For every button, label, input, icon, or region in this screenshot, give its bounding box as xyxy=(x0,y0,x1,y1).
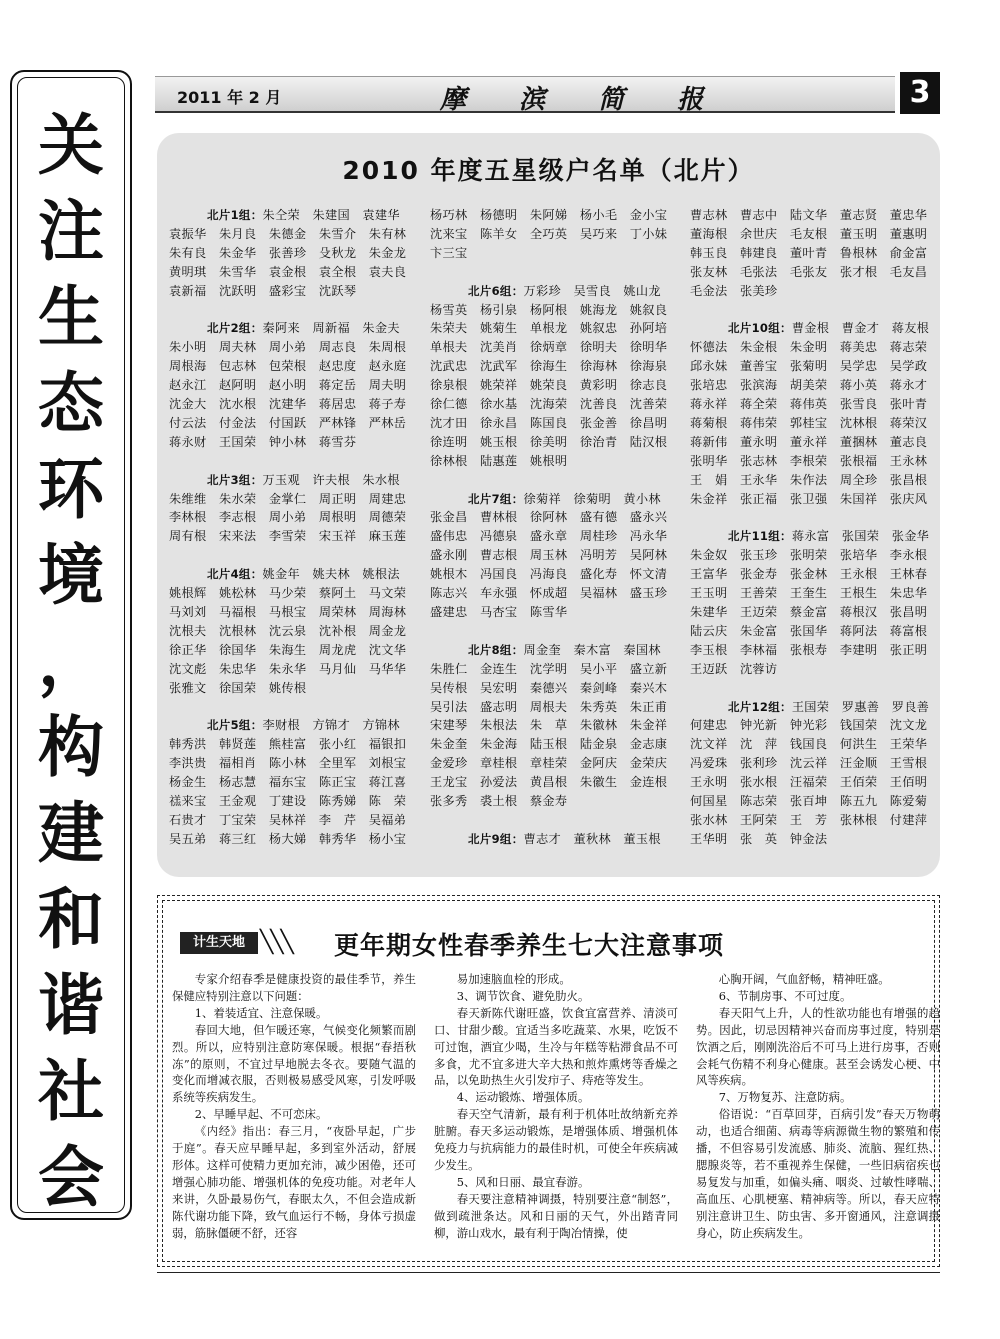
names-text: 沈才田 徐永昌 陈国良 张金善 徐昌明 xyxy=(430,415,668,430)
names-text: 沈来宝 陈羊女 全巧英 吴巧来 丁小妹 xyxy=(430,226,668,241)
names-text: 盛永刚 曹志根 周玉林 冯明芳 吴阿林 xyxy=(430,548,668,563)
names-row xyxy=(690,433,929,452)
names-text: 沈武忠 沈武军 徐海生 徐海林 徐海泉 xyxy=(430,359,668,374)
names-row xyxy=(430,716,667,735)
group-label: 北片9组： xyxy=(468,831,524,846)
names-text: 曹志才 董秋林 董玉根 xyxy=(523,831,661,846)
names-text: 王迈跃 沈蓉访 xyxy=(690,661,778,676)
names-row xyxy=(690,471,929,490)
names-row xyxy=(690,584,929,603)
slogan-char: 注 xyxy=(38,192,104,270)
names-row xyxy=(430,338,667,357)
names-text: 杨雪英 杨引泉 杨阿根 姚海龙 姚叙良 xyxy=(430,302,668,317)
names-text: 沈文祥 沈 萍 钱国良 何洪生 王荣华 xyxy=(690,737,928,752)
household-group xyxy=(430,282,667,471)
names-row xyxy=(690,263,929,282)
names-text: 王龙宝 孙爱法 黄昌根 朱徽生 金连根 xyxy=(430,775,668,790)
article-paragraph: 7、万物复苏、注意防病。 xyxy=(718,1090,852,1105)
names-row xyxy=(169,754,406,773)
names-row xyxy=(430,301,667,320)
names-text: 徐连明 姚玉根 徐美明 徐治青 陆汉根 xyxy=(430,434,668,449)
names-row xyxy=(690,830,929,849)
names-row xyxy=(169,773,406,792)
names-row xyxy=(690,452,929,471)
names-text: 曹志林 曹志中 陆文华 董志贤 董忠华 xyxy=(690,208,928,222)
names-row xyxy=(690,716,929,735)
group-label: 北片12组： xyxy=(728,699,792,714)
names-text: 冯爱珠 张利珍 沈云祥 汪金顺 王雪根 xyxy=(690,756,928,771)
names-row xyxy=(169,357,406,376)
names-text: 张培忠 张滨海 胡美荣 蒋小英 蒋永才 xyxy=(690,378,928,393)
names-text: 毛金法 张美珍 xyxy=(690,283,778,298)
names-row xyxy=(169,282,406,301)
five-star-households-panel xyxy=(157,133,940,877)
names-text: 禚来宝 王金观 丁建设 陈秀娣 陈 荣 xyxy=(169,794,407,809)
names-row xyxy=(430,546,667,565)
names-row xyxy=(169,263,406,282)
names-row xyxy=(169,603,406,622)
names-text: 周有根 宋来法 李雪荣 宋玉祥 麻玉莲 xyxy=(169,529,407,544)
names-row xyxy=(169,811,406,830)
group-label: 北片11组： xyxy=(728,529,792,544)
names-text: 王国荣 罗惠善 罗良善 xyxy=(791,699,930,714)
article-paragraph: 2、早睡早起、不可恋床。 xyxy=(194,1107,328,1122)
names-row xyxy=(169,490,406,509)
household-group xyxy=(690,206,929,301)
panel-title: 2010 年度五星级户名单（北片） xyxy=(342,156,755,185)
household-group xyxy=(169,319,406,451)
names-row xyxy=(169,206,406,225)
names-row xyxy=(430,603,667,622)
health-article xyxy=(157,895,940,1267)
names-text: 朱金祥 张正福 张卫强 朱国祥 张庆风 xyxy=(690,491,928,506)
names-text: 王富华 张金寿 张金林 王永根 王林春 xyxy=(690,567,928,582)
article-paragraph: 春天空气清新，最有利于机体吐故纳新充养脏腑。春天多运动锻炼，是增强体质、增强机体免疫力与抗病能力的最佳时机，可使全年疾病减少发生。 xyxy=(434,1107,678,1172)
names-row xyxy=(690,206,929,225)
names-text: 金爱珍 章桂根 章桂荣 金阿庆 金荣庆 xyxy=(430,756,668,771)
names-row xyxy=(430,754,667,773)
names-row xyxy=(430,282,667,301)
names-row xyxy=(430,319,667,338)
names-text: 邱永妹 董善宝 张菊明 吴学忠 吴学政 xyxy=(690,359,928,374)
slogan-char: 谐 xyxy=(38,966,104,1044)
names-text: 朱有良 朱金华 张善珍 殳秋龙 朱金龙 xyxy=(169,245,407,260)
names-row xyxy=(169,565,406,584)
names-text: 朱仝荣 朱建国 袁建华 xyxy=(262,208,400,222)
names-text: 黄明琪 朱雪华 袁金根 袁全根 袁夫良 xyxy=(169,264,407,279)
names-row xyxy=(430,414,667,433)
names-row xyxy=(169,225,406,244)
names-row xyxy=(430,357,667,376)
page-header xyxy=(155,72,940,114)
names-text: 曹金根 曹金才 蒋友根 xyxy=(791,321,930,336)
names-row xyxy=(430,225,667,244)
household-group xyxy=(690,698,929,849)
group-label: 北片10组： xyxy=(728,321,792,336)
names-row xyxy=(430,508,667,527)
names-row xyxy=(430,830,667,849)
names-text: 徐正华 徐国华 朱海生 周龙虎 沈文华 xyxy=(169,642,407,657)
names-row xyxy=(690,792,929,811)
names-row xyxy=(169,376,406,395)
slogan-char: ， xyxy=(38,622,104,700)
names-text: 董海根 余世庆 毛友根 董玉明 董惠明 xyxy=(690,226,928,241)
names-text: 石贵才 丁宝荣 吴林祥 李 芹 吴福弟 xyxy=(169,812,407,827)
names-row xyxy=(169,584,406,603)
slogan-char: 社 xyxy=(38,1052,104,1130)
article-column-1 xyxy=(172,971,416,1242)
household-group xyxy=(690,319,929,508)
names-row xyxy=(430,584,667,603)
names-text: 张金昌 曹林根 徐阿林 盛有德 盛永兴 xyxy=(430,510,668,525)
slogan-char: 和 xyxy=(38,880,104,958)
names-text: 吴传根 吴宏明 秦德兴 秦剑峰 秦兴木 xyxy=(430,680,668,695)
names-row xyxy=(430,452,667,471)
names-row xyxy=(690,811,929,830)
names-text: 朱金奎 朱金海 陆玉根 陆金泉 金志康 xyxy=(430,737,668,752)
names-text: 沈文彪 朱忠华 朱永华 马月仙 马华华 xyxy=(169,661,407,676)
names-text: 蒋永财 王国荣 钟小林 蒋雪芬 xyxy=(169,434,357,449)
slogan-char: 生 xyxy=(38,278,104,356)
names-row xyxy=(169,679,406,698)
names-row xyxy=(430,698,667,717)
names-text: 单根夫 沈美肖 徐炳章 徐明夫 徐明华 xyxy=(430,340,668,355)
names-text: 袁振华 朱月良 朱德金 朱雪介 朱有林 xyxy=(169,226,407,241)
names-row xyxy=(169,622,406,641)
article-paragraph: 4、运动锻炼、增强体质。 xyxy=(456,1090,590,1105)
names-row xyxy=(430,376,667,395)
names-text: 卞三宝 xyxy=(430,245,468,260)
names-text: 韩玉良 韩建良 董叶青 鲁根林 俞金富 xyxy=(690,245,928,260)
names-row xyxy=(430,735,667,754)
group-label: 北片2组： xyxy=(207,321,263,336)
article-paragraph: 《内经》指出：春三月，“夜卧早起，广步于庭”。春天应早睡早起，多到室外活动，舒展形体。这样可使精力更加充沛，减少困倦，还可增强心肺功能、增强机体的免疫功能。对老年人来讲，久卧最易伤气，春眠太久，不但会造成新陈代谢功能下降，致气血运行不畅，身体亏损虚弱，筋脉僵硬不舒，还容 xyxy=(172,1124,416,1240)
names-row xyxy=(169,433,406,452)
article-paragraph: 5、风和日丽、最宜春游。 xyxy=(456,1174,590,1189)
names-text: 王华明 张 英 钟金法 xyxy=(690,831,828,846)
names-row xyxy=(169,471,406,490)
names-text: 蒋新伟 董永明 董永祥 董捆林 董志良 xyxy=(690,434,928,449)
names-text: 何建忠 钟光新 钟光彩 钱国荣 沈文龙 xyxy=(690,718,928,733)
group-label: 北片7组： xyxy=(468,491,524,506)
household-group xyxy=(169,716,406,848)
names-row xyxy=(169,660,406,679)
article-paragraph: 3、调节饮食、避免肋火。 xyxy=(456,988,590,1003)
names-text: 李洪贵 福相肖 陈小林 全里军 刘根宝 xyxy=(169,756,407,771)
article-column-2 xyxy=(434,971,678,1242)
names-row xyxy=(169,508,406,527)
article-paragraph: 专家介绍春季是健康投资的最佳季节，养生保健应特别注意以下问题： xyxy=(172,972,416,1003)
names-row xyxy=(169,244,406,263)
names-text: 姚根辉 姚松林 马少荣 蔡阿土 马文荣 xyxy=(169,586,407,601)
article-paragraph: 春天要注意精神调摄，特别要注意“制怒”，做到疏泄条达。风和日丽的天气，外出踏青同柳，游山戏水，最有利于陶冶情操，使 xyxy=(434,1191,678,1240)
header-bar xyxy=(155,76,895,113)
names-text: 陆云庆 朱金富 张国华 蒋阿法 蒋富根 xyxy=(690,623,928,638)
names-text: 徐林根 陆惠莲 姚根明 xyxy=(430,453,568,468)
names-text: 徐仁德 徐水基 沈海荣 沈善良 沈善荣 xyxy=(430,397,668,412)
names-text: 宋建琴 朱根法 朱 草 朱徽林 朱金祥 xyxy=(430,718,668,733)
names-row xyxy=(169,735,406,754)
names-text: 王玉明 王善荣 王奎生 王根生 朱忠华 xyxy=(690,586,928,601)
slogan-char: 态 xyxy=(38,364,104,442)
household-group xyxy=(430,490,667,622)
article-paragraph: 春天新陈代谢旺盛，饮食宜富营养、清淡可口、甘甜少酸。宜适当多吃蔬菜、水果，吃饭不可过饱，酒宜少喝，生冷与年糕等粘滞食品不可多食，尤不宜多进大辛大热和煎炸熏烤等香燥之品，以免助热生火引发疖子、痔疮等发生。 xyxy=(434,1005,678,1088)
names-text: 王永明 张水根 汪福荣 王佰荣 王佰明 xyxy=(690,775,928,790)
article-paragraph: 春回大地，但乍暖还寒，气候变化频繁而剧烈。所以，应特别注意防寒保暖。根据“春捂秋冻”的原则，不宜过早地脱去冬衣。要随气温的变化而增减衣服，否则极易感受风寒，引发呼吸系统等疾病发生。 xyxy=(172,1022,416,1105)
names-row xyxy=(690,376,929,395)
names-text: 朱金奴 张玉珍 张明荣 张培华 李永根 xyxy=(690,548,928,563)
names-row xyxy=(690,282,929,301)
names-text: 盛伟忠 冯德泉 盛永章 周桂珍 冯永华 xyxy=(430,529,668,544)
names-text: 周金奎 秦木富 秦国林 xyxy=(523,642,661,657)
names-row xyxy=(690,244,929,263)
names-text: 李玉根 李林福 张根寿 李建明 张正明 xyxy=(690,642,928,657)
names-text: 朱胜仁 金连生 沈学明 吴小平 盛立新 xyxy=(430,661,668,676)
names-row xyxy=(690,490,929,509)
names-row xyxy=(169,338,406,357)
names-text: 沈金大 沈水根 沈建华 蒋居忠 蒋子寿 xyxy=(169,397,407,412)
slogan-char: 构 xyxy=(38,708,104,786)
names-text: 吴引法 盛志明 周根夫 朱秀英 朱正甫 xyxy=(430,699,668,714)
names-row xyxy=(690,414,929,433)
names-text: 万玉观 许夫根 朱水根 xyxy=(262,472,400,487)
header-date: 2011 年 2 月 xyxy=(177,88,282,107)
names-row xyxy=(690,754,929,773)
names-row xyxy=(430,433,667,452)
article-paragraph: 春天阳气上升，人的性欲功能也有增强的趋势。因此，切忌因精神兴奋而房事过度，特别是饮酒之后，刚刚洗浴后不可马上进行房事，否则会耗气伤精不利身心健康。甚至会诱发心梗、中风等疾病。 xyxy=(696,1005,940,1088)
article-title: 更年期女性春季养生七大注意事项 xyxy=(334,931,725,960)
section-tag: 计生天地 xyxy=(180,932,258,954)
names-text: 付云法 付金法 付国跃 严林锋 严林岳 xyxy=(169,415,407,430)
household-group xyxy=(169,471,406,547)
names-row xyxy=(430,660,667,679)
names-text: 怀德法 朱金根 朱金明 蒋美忠 蒋志荣 xyxy=(690,340,928,355)
names-row xyxy=(430,565,667,584)
bottom-rule xyxy=(157,1272,940,1273)
newsletter-title: 摩 滨 简 报 xyxy=(440,85,726,115)
names-row xyxy=(169,641,406,660)
names-row xyxy=(430,206,667,225)
article-paragraph: 俗语说：“百草回芽，百病引发”春天万物萌动，也适合细菌、病毒等病源微生物的繁殖和传播，不但容易引发流感、肺炎、流脑、猩红热、腮腺炎等，若不重视养生保健，一些旧病宿疾也易复发与加重，如偏头痛、咽炎、过敏性哮喘、高血压、心肌梗塞、精神病等。所以，春天应特别注意讲卫生、防虫害、多开窗通风，注意调摄身心，防止疾病发生。 xyxy=(696,1107,940,1240)
article-column-3 xyxy=(696,971,940,1242)
names-text: 陈志兴 车永强 怀成超 吴福林 盛玉珍 xyxy=(430,586,668,601)
article-paragraph: 心胸开阔，气血舒畅，精神旺盛。 xyxy=(718,972,890,986)
names-text: 马刘刘 马福根 马根宝 周荣林 周海林 xyxy=(169,604,407,619)
vertical-slogan xyxy=(12,102,130,1220)
names-row xyxy=(430,395,667,414)
names-row xyxy=(430,679,667,698)
page-number: 3 xyxy=(900,72,940,114)
names-row xyxy=(169,395,406,414)
names-row xyxy=(430,641,667,660)
names-text: 张雅文 徐国荣 姚传根 xyxy=(169,680,307,695)
names-text: 姚根木 冯国良 冯海良 盛化寿 怀文清 xyxy=(430,567,668,582)
names-row xyxy=(690,735,929,754)
names-text: 朱小明 周夫林 周小弟 周志良 朱周根 xyxy=(169,340,407,355)
names-text: 杨巧林 杨德明 朱阿娣 杨小毛 金小宝 xyxy=(430,208,668,222)
names-row xyxy=(690,641,929,660)
names-row xyxy=(690,603,929,622)
names-row xyxy=(169,319,406,338)
names-row xyxy=(690,622,929,641)
household-group xyxy=(430,206,667,263)
slogan-char: 环 xyxy=(38,450,104,528)
article-paragraph: 1、着装适宜、注意保暖。 xyxy=(194,1005,328,1020)
group-label: 北片1组： xyxy=(207,208,263,222)
names-row xyxy=(169,792,406,811)
group-label: 北片6组： xyxy=(468,283,524,298)
names-text: 徐泉根 姚荣祥 姚荣良 黄彩明 徐志良 xyxy=(430,378,668,393)
names-text: 张多秀 裘土根 蔡金寿 xyxy=(430,794,568,809)
household-group xyxy=(169,206,406,301)
names-text: 徐菊祥 徐菊明 黄小林 xyxy=(523,491,661,506)
names-text: 姚金年 姚夫林 姚根法 xyxy=(262,567,400,582)
names-text: 李财根 方锦才 方锦林 xyxy=(262,718,400,733)
names-text: 张明华 张志林 李根荣 张根福 王永林 xyxy=(690,453,928,468)
names-row xyxy=(169,716,406,735)
names-text: 朱维维 朱水荣 金掌仁 周正明 周建忠 xyxy=(169,491,407,506)
slogan-box xyxy=(10,70,132,1220)
names-text: 袁新福 沈跃明 盛彩宝 沈跃琴 xyxy=(169,283,357,298)
group-label: 北片3组： xyxy=(207,472,263,487)
group-label: 北片8组： xyxy=(468,642,524,657)
names-row xyxy=(430,773,667,792)
household-group xyxy=(430,830,667,849)
names-row xyxy=(430,244,667,263)
group-label: 北片5组： xyxy=(207,718,263,733)
names-text: 万彩珍 吴雪良 姚山龙 xyxy=(523,283,661,298)
names-row xyxy=(690,565,929,584)
names-text: 张友林 毛张法 毛张友 张才根 毛友昌 xyxy=(690,264,928,279)
names-text: 吴五弟 蒋三红 杨大娣 韩秀华 杨小宝 xyxy=(169,831,407,846)
names-row xyxy=(430,527,667,546)
group-label: 北片4组： xyxy=(207,567,263,582)
names-text: 李林根 李志根 周小弟 周根明 周德荣 xyxy=(169,510,407,525)
names-row xyxy=(690,527,929,546)
names-row xyxy=(690,698,929,717)
names-text: 盛建忠 马杏宝 陈雪华 xyxy=(430,605,568,619)
slogan-char: 会 xyxy=(38,1138,104,1216)
names-row xyxy=(690,357,929,376)
names-text: 周根海 包志林 包荣根 赵忠度 赵永庭 xyxy=(169,359,407,374)
names-text: 张水林 王阿荣 王 芳 张林根 付建萍 xyxy=(690,812,928,827)
names-row xyxy=(169,527,406,546)
slogan-char: 境 xyxy=(38,536,104,614)
names-text: 沈根夫 沈根林 沈云泉 沈补根 周金龙 xyxy=(169,623,407,638)
names-text: 何国星 陈志荣 张百坤 陈五九 陈爱菊 xyxy=(690,794,928,809)
names-row xyxy=(690,773,929,792)
names-text: 朱建华 王迈荣 蔡金富 蒋根汉 张昌明 xyxy=(690,605,928,619)
slogan-char: 建 xyxy=(38,794,104,872)
names-text: 朱荣夫 姚菊生 单根龙 姚叙忠 孙阿培 xyxy=(430,321,668,336)
names-text: 杨金生 杨志慧 福东宝 陈正宝 蒋江喜 xyxy=(169,775,407,790)
names-row xyxy=(690,546,929,565)
names-row xyxy=(430,792,667,811)
names-row xyxy=(690,660,929,679)
section-tag-slashes: ╲╲╲ xyxy=(260,930,291,955)
names-text: 韩秀洪 韩贤莲 熊桂富 张小红 福银扣 xyxy=(169,737,407,752)
household-group xyxy=(430,641,667,811)
names-column-1 xyxy=(169,206,406,868)
household-group xyxy=(690,527,929,678)
names-text: 秦阿来 周新福 朱金夫 xyxy=(262,321,400,336)
names-row xyxy=(169,830,406,849)
article-paragraph: 易加速脑血栓的形成。 xyxy=(456,972,571,986)
names-row xyxy=(690,319,929,338)
names-row xyxy=(430,490,667,509)
article-paragraph: 6、节制房事、不可过度。 xyxy=(718,988,852,1003)
names-column-2 xyxy=(430,206,667,868)
names-text: 王 娟 王永华 朱作法 周全珍 张昌根 xyxy=(690,472,928,487)
names-row xyxy=(690,338,929,357)
names-text: 赵永江 赵阿明 赵小明 蒋定岳 周夫明 xyxy=(169,378,407,393)
names-text: 蒋菊根 蒋伟荣 郭桂宝 沈林根 蒋荣汉 xyxy=(690,415,928,430)
names-text: 蒋永富 张国荣 张金华 xyxy=(791,529,930,544)
names-text: 蒋永祥 蒋全荣 蒋伟英 张雪良 张叶青 xyxy=(690,397,928,412)
slogan-char: 关 xyxy=(38,106,104,184)
household-group xyxy=(169,565,406,697)
names-row xyxy=(690,395,929,414)
names-row xyxy=(690,225,929,244)
names-column-3 xyxy=(690,206,929,868)
names-row xyxy=(169,414,406,433)
